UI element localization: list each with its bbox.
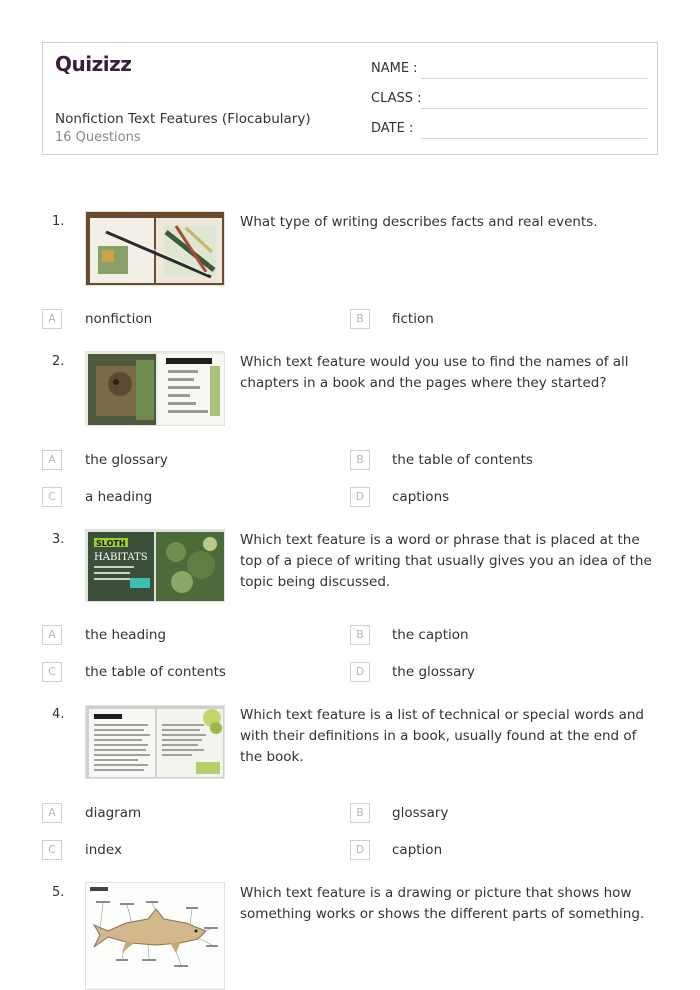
option-text[interactable]: the caption bbox=[392, 627, 469, 643]
option-text[interactable]: the heading bbox=[85, 627, 167, 643]
question-text: Which text feature would you use to find the names of all chapters in a book and the pages where they started? bbox=[240, 354, 629, 391]
option-text[interactable]: diagram bbox=[85, 805, 142, 821]
nonfiction-book-image bbox=[85, 211, 225, 286]
question-number: 5. bbox=[52, 885, 65, 900]
heading-image bbox=[85, 529, 225, 602]
option-text[interactable]: fiction bbox=[392, 311, 434, 327]
question-text: Which text feature is a drawing or picture that shows how something works or shows the different parts of something. bbox=[240, 885, 645, 922]
option-text[interactable]: glossary bbox=[392, 805, 449, 821]
quizizz-logo: Quizizz bbox=[55, 52, 132, 76]
shark-diagram-image bbox=[85, 882, 225, 990]
question-text: Which text feature is a word or phrase that is placed at the top of a piece of writing that usually gives you an idea of the topic being discussed. bbox=[240, 532, 652, 590]
option-text[interactable]: the table of contents bbox=[85, 664, 226, 680]
option-letter[interactable]: A bbox=[42, 625, 62, 645]
name-label: NAME : bbox=[371, 61, 418, 76]
option-letter[interactable]: B bbox=[350, 803, 370, 823]
option-text[interactable]: caption bbox=[392, 842, 443, 858]
option-text[interactable]: a heading bbox=[85, 489, 153, 505]
sloth-heading-text: SLOTH bbox=[96, 539, 126, 548]
option-letter[interactable]: D bbox=[350, 662, 370, 682]
option-letter[interactable]: B bbox=[350, 309, 370, 329]
option-letter[interactable]: C bbox=[42, 487, 62, 507]
question-number: 3. bbox=[52, 532, 65, 547]
date-line[interactable] bbox=[421, 138, 647, 139]
class-line[interactable] bbox=[421, 108, 647, 109]
name-line[interactable] bbox=[421, 78, 647, 79]
question-number: 1. bbox=[52, 214, 65, 229]
option-letter[interactable]: A bbox=[42, 803, 62, 823]
option-letter[interactable]: C bbox=[42, 662, 62, 682]
class-label: CLASS : bbox=[371, 91, 422, 106]
glossary-image bbox=[85, 705, 225, 779]
option-letter[interactable]: C bbox=[42, 840, 62, 860]
habitats-heading-text: HABITATS bbox=[94, 552, 148, 563]
worksheet-title: Nonfiction Text Features (Flocabulary) bbox=[55, 111, 311, 127]
option-letter[interactable]: B bbox=[350, 450, 370, 470]
option-text[interactable]: nonfiction bbox=[85, 311, 153, 327]
question-count: 16 Questions bbox=[55, 130, 141, 145]
option-letter[interactable]: B bbox=[350, 625, 370, 645]
option-text[interactable]: index bbox=[85, 842, 122, 858]
option-letter[interactable]: D bbox=[350, 840, 370, 860]
question-text: Which text feature is a list of technical or special words and with their definitions in a book, usually found at the end of the book. bbox=[240, 707, 644, 765]
question-number: 2. bbox=[52, 354, 65, 369]
option-text[interactable]: the glossary bbox=[392, 664, 475, 680]
question-text: What type of writing describes facts and real events. bbox=[240, 214, 598, 230]
option-text[interactable]: captions bbox=[392, 489, 450, 505]
date-label: DATE : bbox=[371, 121, 414, 136]
option-letter[interactable]: A bbox=[42, 309, 62, 329]
worksheet-header bbox=[42, 42, 658, 155]
option-letter[interactable]: A bbox=[42, 450, 62, 470]
table-of-contents-image bbox=[85, 351, 225, 426]
question-number: 4. bbox=[52, 707, 65, 722]
option-text[interactable]: the table of contents bbox=[392, 452, 533, 468]
option-text[interactable]: the glossary bbox=[85, 452, 168, 468]
option-letter[interactable]: D bbox=[350, 487, 370, 507]
